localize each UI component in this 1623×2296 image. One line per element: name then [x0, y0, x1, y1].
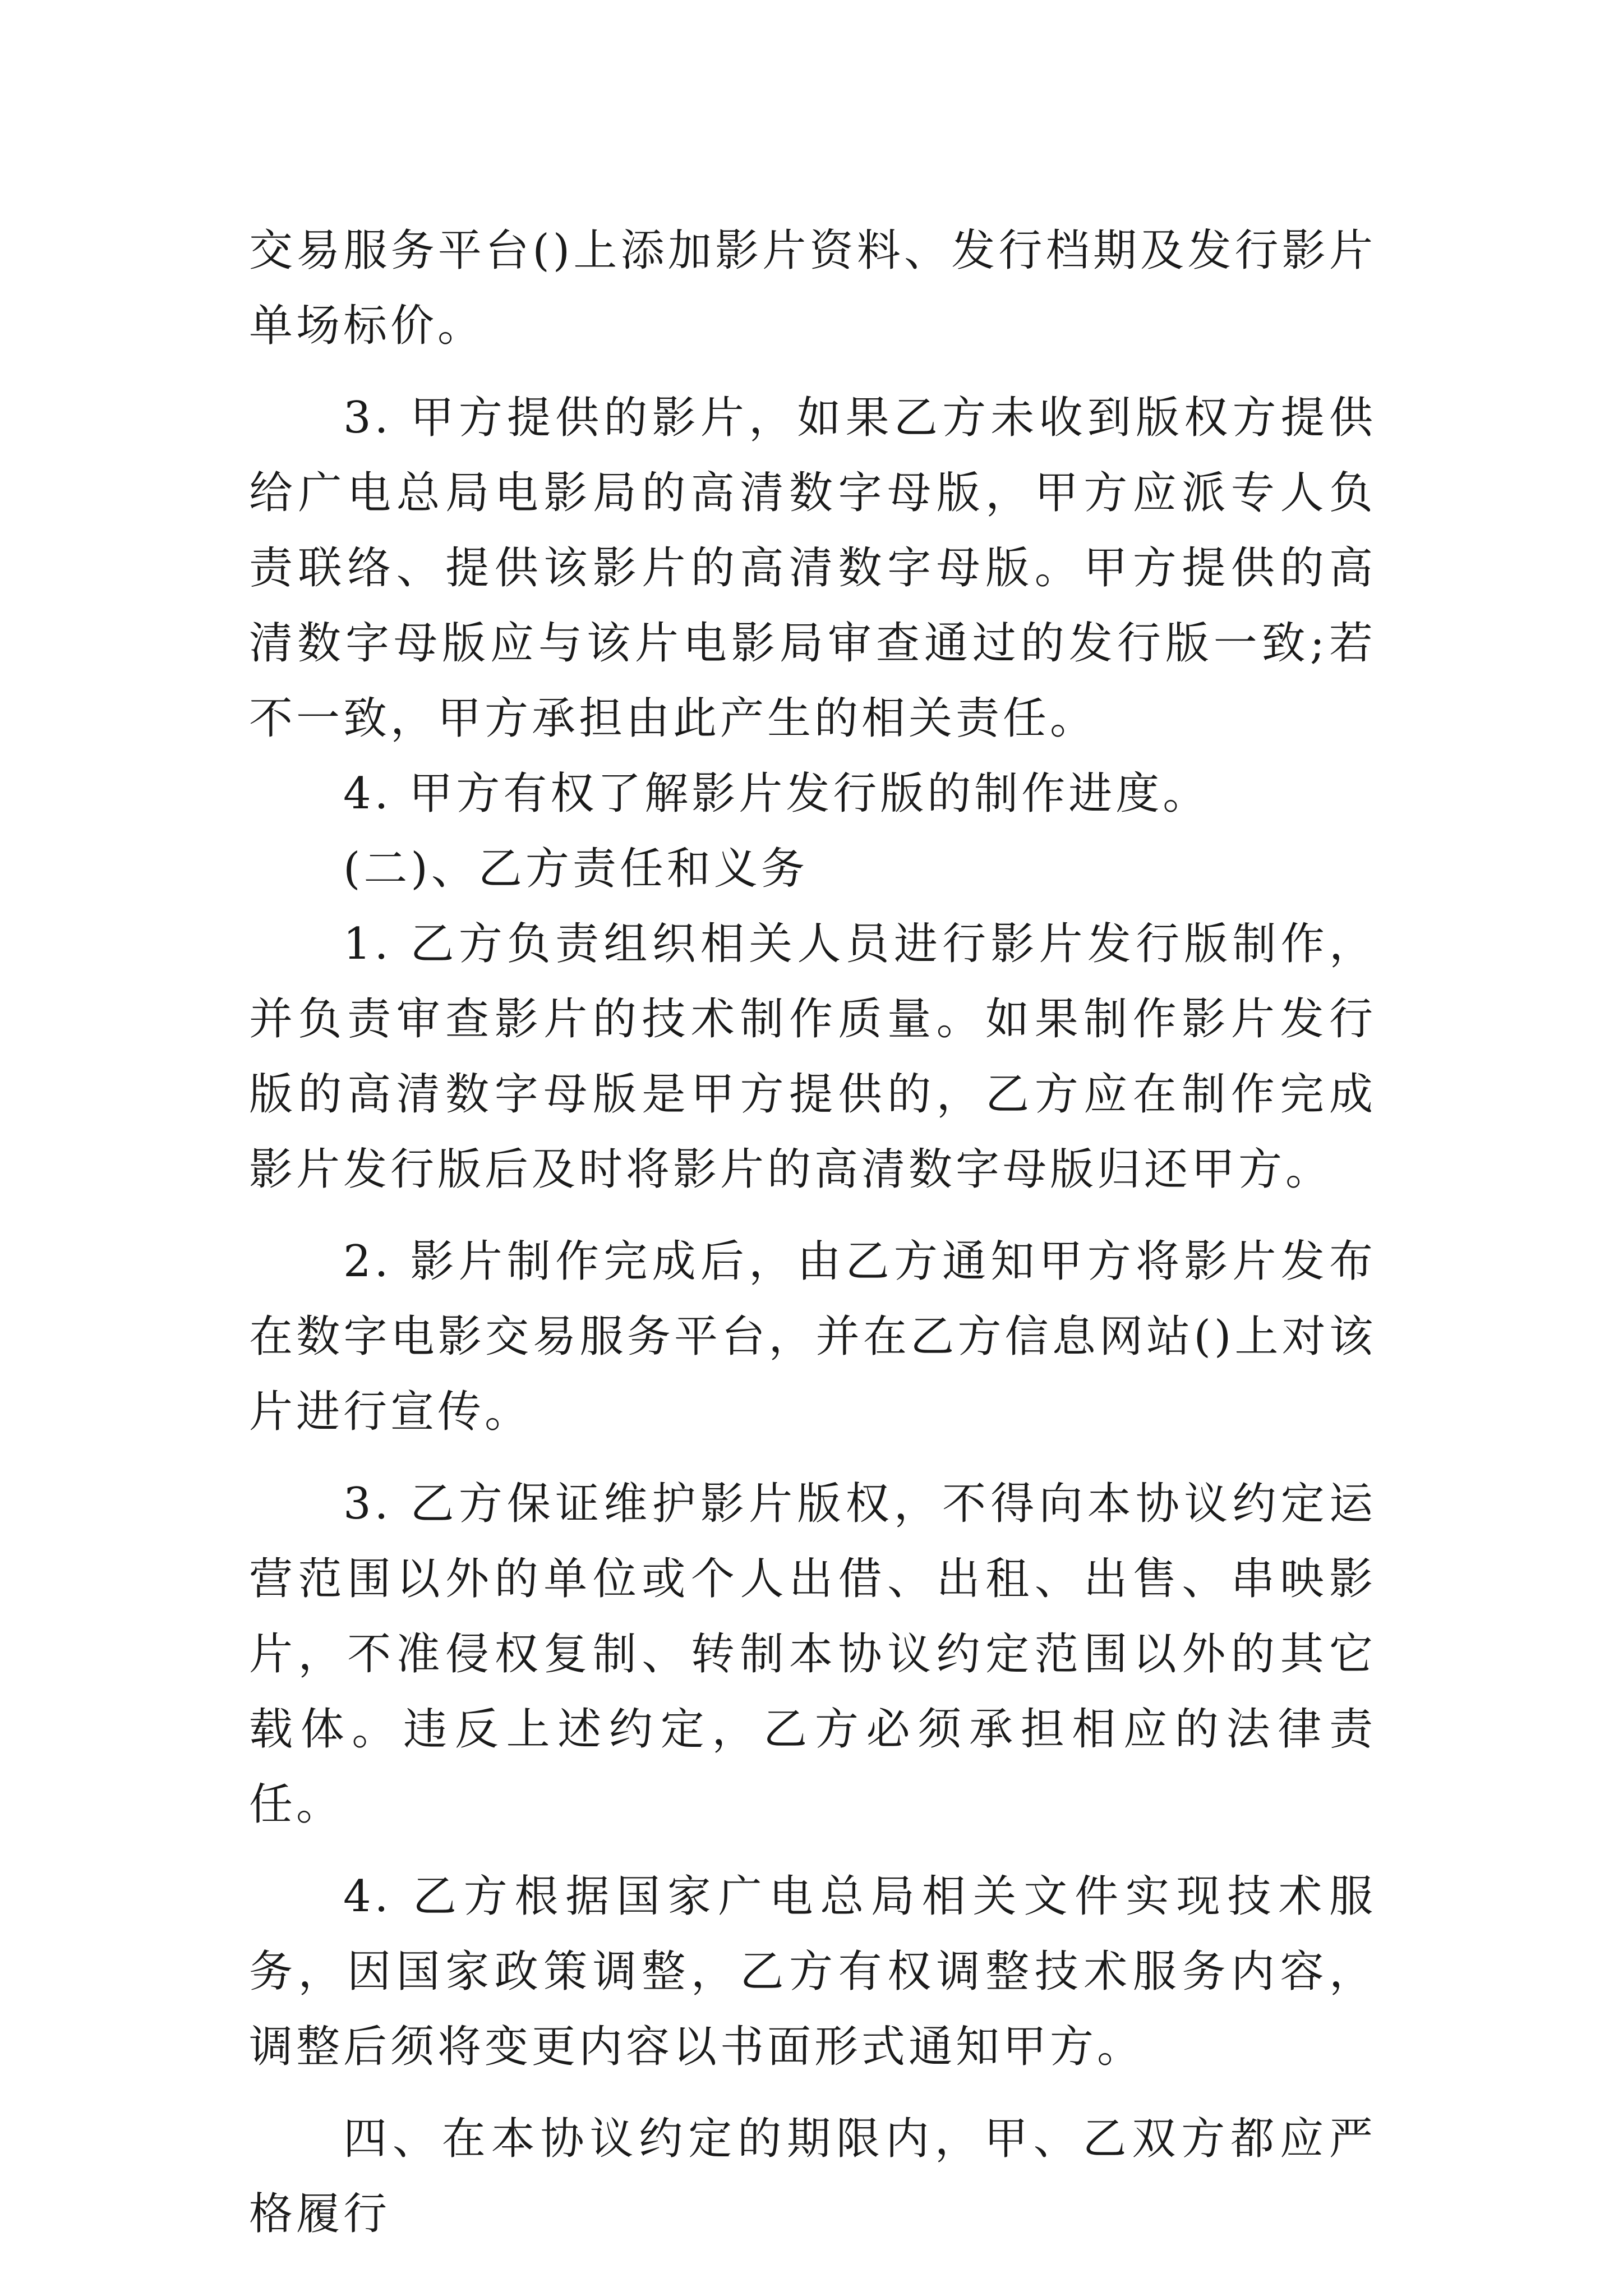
paragraph-party-b-item-4: 4. 乙方根据国家广电总局相关文件实现技术服务，因国家政策调整，乙方有权调整技术服务内容，调整后须将变更内容以书面形式通知甲方。 [249, 1871, 1376, 2072]
document-body [249, 213, 1376, 2252]
paragraph-continuation: 交易服务平台()上添加影片资料、发行档期及发行影片单场标价。 [249, 226, 1376, 351]
paragraph-party-a-item-3: 3. 甲方提供的影片，如果乙方未收到版权方提供给广电总局电影局的高清数字母版，甲方应派专人负责联络、提供该影片的高清数字母版。甲方提供的高清数字母版应与该片电影局审查通过的发行版一致;若不一致，甲方承担由此产生的相关责任。 [249, 393, 1376, 744]
paragraph-party-b-item-2: 2. 影片制作完成后，由乙方通知甲方将影片发布在数字电影交易服务平台，并在乙方信息网站()上对该片进行宣传。 [249, 1236, 1376, 1437]
paragraph-party-b-item-1: 1. 乙方负责组织相关人员进行影片发行版制作，并负责审查影片的技术制作质量。如果制作影片发行版的高清数字母版是甲方提供的，乙方应在制作完成影片发行版后及时将影片的高清数字母版归还甲方。 [249, 919, 1376, 1195]
section-heading-party-b: (二)、乙方责任和义务 [343, 844, 808, 894]
paragraph-party-a-item-4: 4. 甲方有权了解影片发行版的制作进度。 [343, 769, 1210, 819]
paragraph-section-four: 四、在本协议约定的期限内，甲、乙双方都应严格履行 [249, 2114, 1376, 2239]
paragraph-party-b-item-3: 3. 乙方保证维护影片版权，不得向本协议约定运营范围以外的单位或个人出借、出租、出售、串映影片，不准侵权复制、转制本协议约定范围以外的其它载体。违反上述约定，乙方必须承担相应的法律责任。 [249, 1479, 1376, 1830]
